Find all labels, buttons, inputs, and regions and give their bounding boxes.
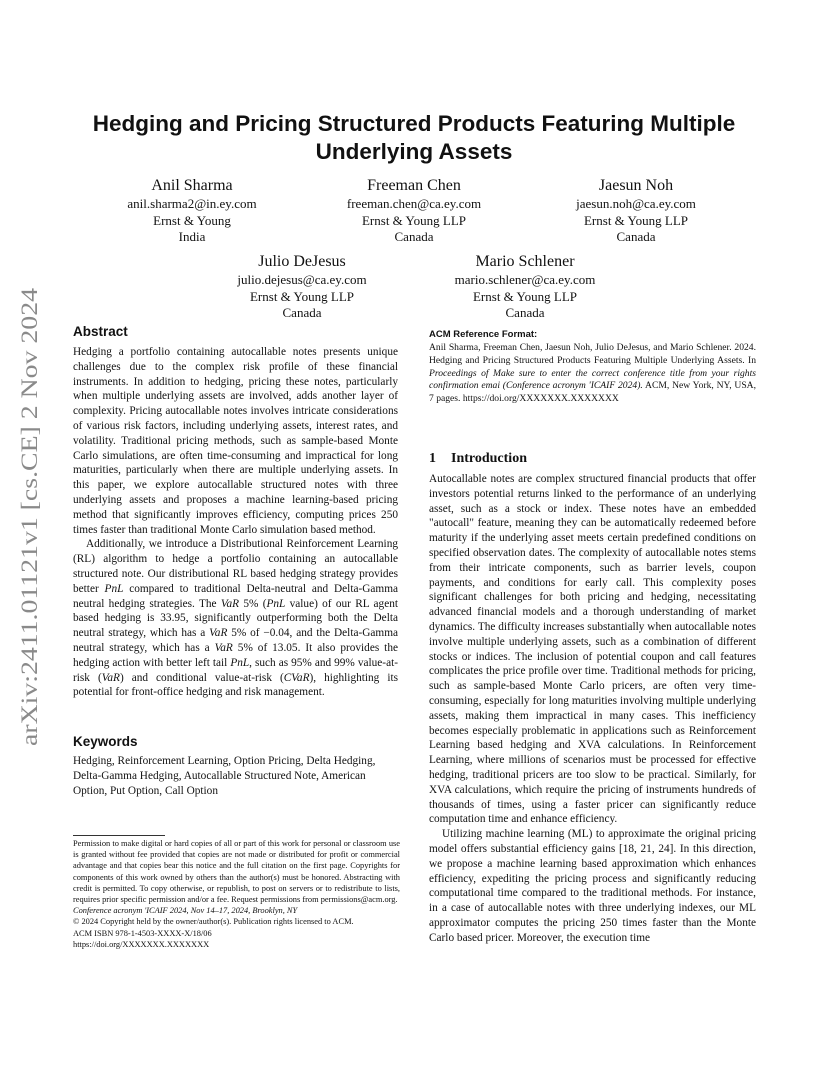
author-name: Anil Sharma (151, 177, 233, 194)
author-block (314, 176, 514, 246)
arxiv-id: arXiv:2411.01121v1 [cs.CE] 2 Nov 2024 (17, 358, 43, 746)
author-country: Canada (505, 305, 545, 320)
keywords-heading: Keywords (73, 734, 138, 749)
keywords-section (73, 734, 398, 798)
title-line-2: Underlying Assets (315, 139, 513, 164)
abstract-section (73, 324, 398, 700)
abstract-paragraph-1: Hedging a portfolio containing autocallable notes presents unique challenges due to the complex risk profile of these financial instruments. In addition to hedging, pricing these notes, particularly when multiple underlying assets are involved, adds another layer of complexity. Pricing autocallable notes involves intricate considerations of various risk factors, including underlying assets, interest rates, and volatility. Traditional pricing methods, such as sample-based Monte Carlo simulations, are often time-consuming and impractical for long maturities, particularly when there are multiple underlying assets. In this paper, we explore autocallable structured notes with three underlying assets and proposes a machine learning-based pricing method that significantly improves efficiency, computing prices 250 times faster than traditional Monte Carlo simulation based method. (73, 346, 398, 536)
arxiv-sidebar (4, 284, 48, 749)
isbn-text: ACM ISBN 978-1-4503-XXXX-X/18/06 (73, 928, 212, 938)
author-email: julio.dejesus@ca.ey.com (237, 272, 367, 287)
author-org: Ernst & Young LLP (583, 212, 689, 228)
author-org: Ernst & Young (153, 212, 231, 228)
keywords-text: Hedging, Reinforcement Learning, Option Pricing, Delta Hedging, Delta-Gamma Hedging, Autocallable Structured Note, American Option, Put Option, Call Option (73, 755, 376, 797)
author-country: Canada (394, 229, 434, 244)
paper-title (60, 110, 768, 166)
author-email: mario.schlener@ca.ey.com (454, 272, 596, 287)
copyright-text: © 2024 Copyright held by the owner/author(s). Publication rights licensed to ACM. (73, 917, 354, 927)
conference-info: Conference acronym 'ICAIF 2024, Nov 14–17, 2024, Brooklyn, NY (73, 906, 298, 916)
section-title: Introduction (451, 451, 527, 466)
author-name: Jaesun Noh (598, 177, 674, 194)
author-org: Ernst & Young LLP (472, 288, 578, 304)
author-country: Canada (282, 305, 322, 320)
author-email: jaesun.noh@ca.ey.com (576, 196, 696, 211)
title-line-1: Hedging and Pricing Structured Products Featuring Multiple (92, 111, 736, 136)
introduction-heading (429, 451, 756, 467)
author-block (425, 252, 625, 322)
abstract-heading: Abstract (73, 324, 128, 339)
footnote-rule (73, 835, 165, 836)
author-name: Mario Schlener (475, 253, 575, 270)
permission-text: Permission to make digital or hard copies of all or part of this work for personal or classroom use is granted without fee provided that copies are not made or distributed for profit or commercial advantage and that copies bear this notice and the full citation on the first page. Copyrights for components of this work owned by others than the author(s) must be honored. Abstracting with credit is permitted. To copy otherwise, or republish, to post on servers or to redistribute to lists, requires prior specific permission and/or a fee. Request permissions from permissions@acm.org. (73, 839, 400, 905)
footnote (73, 838, 400, 950)
author-org: Ernst & Young LLP (249, 288, 355, 304)
author-email: freeman.chen@ca.ey.com (346, 196, 482, 211)
doi-link[interactable]: https://doi.org/XXXXXXX.XXXXXXX (73, 939, 210, 949)
author-name: Julio DeJesus (258, 253, 346, 270)
author-country: Canada (616, 229, 656, 244)
author-country: India (178, 229, 206, 244)
introduction-section (429, 451, 756, 946)
author-block (92, 176, 292, 246)
abstract-paragraph-2: Additionally, we introduce a Distributional Reinforcement Learning (RL) algorithm to hedge a portfolio containing an autocallable structured note. Our distributional RL based hedging strategy provides better PnL compared to traditional Delta-neutral and Delta-Gamma neutral hedging strategies. The VaR 5% (PnL value) of our RL agent based hedging is 33.95, significantly outperforming both the Delta neutral strategy, which has a VaR 5% of −0.04, and the Delta-Gamma neutral strategy, which has a VaR 5% of 13.05. It also provides the hedging action with better left tail PnL, such as 95% and 99% value-at-risk (VaR) and conditional value-at-risk (CVaR), highlighting its potential for front-office hedging and risk management. (73, 538, 399, 699)
author-org: Ernst & Young LLP (361, 212, 467, 228)
author-block (202, 252, 402, 322)
author-name: Freeman Chen (367, 177, 461, 194)
acm-reference-section (429, 329, 756, 406)
section-number: 1 (429, 451, 436, 466)
author-email: anil.sharma2@in.ey.com (127, 196, 257, 211)
acm-reference-heading: ACM Reference Format: (429, 329, 538, 340)
introduction-paragraph-2: Utilizing machine learning (ML) to approximate the original pricing model offers substantial efficiency gains [18, 21, 24]. In this direction, we propose a machine learning based approximation which enhances efficiency, expediting the pricing process and significantly reducing computational time compared to the traditional methods. For instance, in a case of autocallable notes with three underlying indexes, our ML approximator computes the pricing 250 times faster than the Monte Carlo based pricer. Moreover, the execution time (429, 828, 756, 944)
author-block (536, 176, 736, 246)
introduction-paragraph-1: Autocallable notes are complex structured financial products that offer investors potential returns linked to the performance of an underlying asset, such as a stock or index. These notes have an embedded "autocall" feature, meaning they can be automatically redeemed before maturity if the underlying asset meets certain predefined conditions on specified observation dates. The complexity of autocallable notes stems from their intricate components, such as barrier levels, coupon payments, and conditions for early call. This complexity poses significant challenges for both pricing and hedging, necessitating advanced financial models and a thorough understanding of market dynamics. The difficulty increases substantially when autocallable notes involve multiple underlying assets, such as a combination of different stocks or indices. The inclusion of potential coupon and call features complicates the price profile over time. Traditional methods for pricing, such as sample-based Monte Carlo pricers, are often very time-consuming, especially for long maturities involving multiple underlying assets, making them impractical in many cases. This inefficiency becomes especially problematic in applications such as Reinforcement Learning based hedging and XVA calculations. In Reinforcement Learning, where millions of scenarios must be processed for effective hedging, traditional pricers are too slow to be practical. Similarly, for XVA calculations, which require the pricing of instruments hundreds of thousands of times, using a faster pricer can significantly reduce computation time and enhance efficiency. (429, 473, 756, 826)
acm-reference-text: Anil Sharma, Freeman Chen, Jaesun Noh, Julio DeJesus, and Mario Schlener. 2024. Hedging and Pricing Structured Products Featuring Multiple Underlying Assets. In Proceedings of Make sure to enter the correct conference title from your rights confirmation emai (Conference acronym 'ICAIF 2024). ACM, New York, NY, USA, 7 pages. https://doi.org/XXXXXXX.XXXXXXX (429, 342, 756, 405)
